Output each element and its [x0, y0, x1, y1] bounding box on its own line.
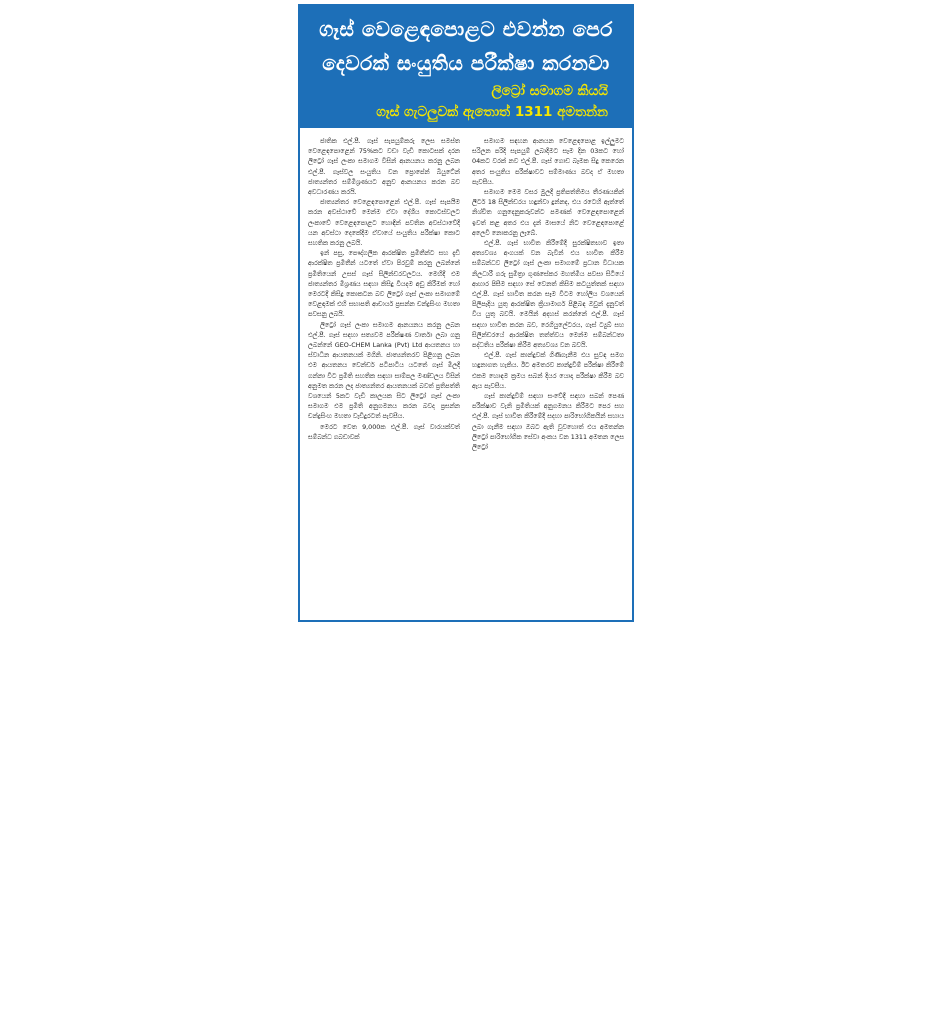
paragraph: ලිට්‍රෝ ගෑස් ලංකා සමාගම ආනයනය කරනු ලබන එල්.පී. ගෑස් සඳහා සත්‍යවම පරීක්ෂණ වාර්තා ලබා ගනු ලබන්නේ GEO-CHEM Lanka (Pvt) Ltd ආයතනය හා ස්වාධීන ආයතනයක් මගිනි. ජාත්‍යන්තරව පිළිගනු ලබන එම ආයතනය වෙන්ඩර් පටිපාටිය යටතේ ගෑස් මිලදී ගන්නා විට ප්‍රමිති සහතික සඳහා සාම්පල මණ්ඩලය විසින් අනුමත කරන ලද ජාත්‍යන්තර ආයතනයක් බවත් ප්‍රතිපත්ති වශයෙන් 5කට වැඩි කාලයක සිට ලිට්‍රෝ ගෑස් ලංකා සමාගම එම ප්‍රමිති අනුගමනය කරන බවද ප්‍රසන්න චන්ද්‍රසිංහ මහතා වැඩිදුරටත් පැවසීය.	[308, 320, 460, 421]
headline-line-2: දෙවරක් සංයුතිය පරීක්ෂා කරනවා	[322, 51, 610, 75]
paragraph: එල්.පී. ගෑස් කාන්දුවක් ගිණිගැනීම එය සුවඳ සමග හඳුනාගත හැකිය. ඊට අමතරව කාන්දුවීම් පරීක්ෂා කිරීමේ එකම හොඳම ක්‍රමය සබන් දියර යොදා පරීක්ෂා කිරීම බව ඇය පැවසීය.	[472, 351, 624, 390]
paragraph: මෙරට වෙත 9,000ක එල්.පී. ගෑස් වාරයක්වත් සම්බන්ධ ගබඩාවක්	[308, 422, 460, 441]
paragraph: එල්.පී. ගෑස් භාවිත කිරීමේදී සුරක්ෂිතභාව ඉතා අත්‍යවශ්‍ය අංගයක් වන බැවින් එය භාවිත කිරීම සම්බන්ධව ලිට්‍රෝ ගෑස් ලංකා සමාගමේ ප්‍රධාන විධායක නිලධාරී ගරු සුමිත්‍රා ගුණසේකර මහත්මිය පවසා සිටියේ ආහාර පිසීම සඳහා සේ වෙනත් කිසිම කටයුත්තක් සඳහා එල්.පී. ගෑස් භාවිත කරන සෑම විටම හෝලිය වශයෙන් පිලිපැදිය යුතු ආරක්ෂිත ක්‍රියාමාර්ග පිළිබඳ ඔවුන් දැනුවත් විය යුතු බවයි. මෙයින් අදහස් කරන්නේ එල්.පී. ගෑස් සඳහා භාවිත කරන බව, රෙගියුලේටරය, ගෑස් ට්‍යුබ් සහ සිලින්ඩරයේ ආරක්ෂිත තත්ත්වය මෙන්ම සම්බන්ධතා පද්ධතිය පරීක්ෂා කිරීම අත්‍යවශ්‍ය වන බවයි.	[472, 239, 624, 350]
paragraph: ඉන් පසු, පෞද්ගලික ආරක්ෂිත ප්‍රමිතීන්ට සහ දැඩි ආරක්ෂිත ප්‍රමිතීන් යටතේ ඒවා පිරවුම් කරනු ලබන්නේ ප්‍රමිතියෙන් උසස් ගෑස් සිලින්ඩරවලටය. මෙහිදී එම ජාත්‍යන්තර මිශ්‍රණය සඳහා කිසිදු වියදම අඩු කිරීමක් හෝ මෙරටදී කිසිදු කොකටන බව ලිට්‍රෝ ගෑස් ලංකා සමාගමේ වෙළඳාමක් එහි සභාපති ආචාර්ය ප්‍රසන්න චන්ද්‍රසිංහ මහතා පවසනු ලබයි.	[308, 249, 460, 319]
paragraph: ගෑස් කාන්දුවීම් සඳහා සංවේදී සඳහා සබන් පෙණ පරීක්ෂාව වැනි ප්‍රමිතියක් අනුගමනය කිරීමට පෙර සහ එල්.පී. ගෑස් භාවිත කිරීමේදී සදහා පාරිභෝගිකයින් සහාය ලබා ගැනීම සඳහා ඔබට ඇති වූවහොත් එය අමතන්න ලිට්‍රෝ පාරිභෝගික සේවා අංකය වන 1311 අමතන ලෙස ලිට්‍රෝ	[472, 392, 624, 452]
headline-banner	[300, 6, 632, 128]
paragraph: සමාගම සඳහන ආනයන වෙළෙඳපොළ ඉල්ලුමට සරිලන පරිදි සැපයුම් ලබාදීමට සෑම දින 03කට හෝ 04කට වරක් නව එල්.පී. ගෑස් ගොඩ බෑමක සිදු කෙරෙන අතර සංයුතිය පරීක්ෂාවට සම්මාණය බවද ඒ මහතා පැවසීය.	[472, 137, 624, 186]
headline-line-1: ගෑස් වෙළෙඳපොළට එවන්න පෙර	[319, 17, 613, 41]
paragraph: ජාත්‍යන්තර වෙළෙඳපොළෙන් එල්.පී. ගෑස් සැපයීම කරන අවස්ථාවේ මෙන්ම ඒවා දේශීය කොටස්වලට ලංකාවේ වෙළෙඳපොළට හොඳින් පවතින අවස්ථාවේදී යන අවස්ථා දෙකේදීම ඒවායේ සංයුතිය පරීක්ෂා කොට සහතික කරනු ලබයි.	[308, 198, 460, 248]
article-column-left	[308, 136, 460, 614]
paragraph: සමාගම මෙම වසර මුලදී ප්‍රතිපත්තිමය තීරණයකින් ලීටර් 18 සිලින්ඩරය හඳුන්වා දුන්නද, එය රටෙහි ඇත්තේ නිශ්චිත ගනුදෙනුකරුවන්ට පමණක් වෙළෙඳපොළෙන් ඉවත් කළ අතර එය දැන් මාසයේ නිට වෙළෙඳපොළේ අලෙවි නොකරනු ලැබේ.	[472, 188, 624, 237]
deck-line-1: ලිට්‍රෝ සමාගම කියයි	[491, 83, 608, 99]
article-column-right	[472, 136, 624, 614]
paragraph: ජාතික එල්.පී. ගෑස් සැපයුම්කරු ලෙස සමස්ත වෙළෙඳපොළෙන් 75%කට වඩා වැඩි කොටසක් දරන ලිට්‍රෝ ගෑස් ලංකා සමාගම විසින් ආනයනය කරනු ලබන එල්.පී. ගෑස්වල සංයුතිය වන ප්‍රොපේන් බියුටේන් ජාත්‍යන්තර සම්මිශ්‍රණයට අනුව ආනයනය කරන බව අවධාරණය කරයි.	[308, 137, 460, 197]
news-clipping	[298, 4, 634, 622]
deck-line-2: ගෑස් ගැටලුවක් ඇතොත් 1311 අමතන්න	[376, 104, 608, 120]
article-body	[300, 130, 632, 620]
